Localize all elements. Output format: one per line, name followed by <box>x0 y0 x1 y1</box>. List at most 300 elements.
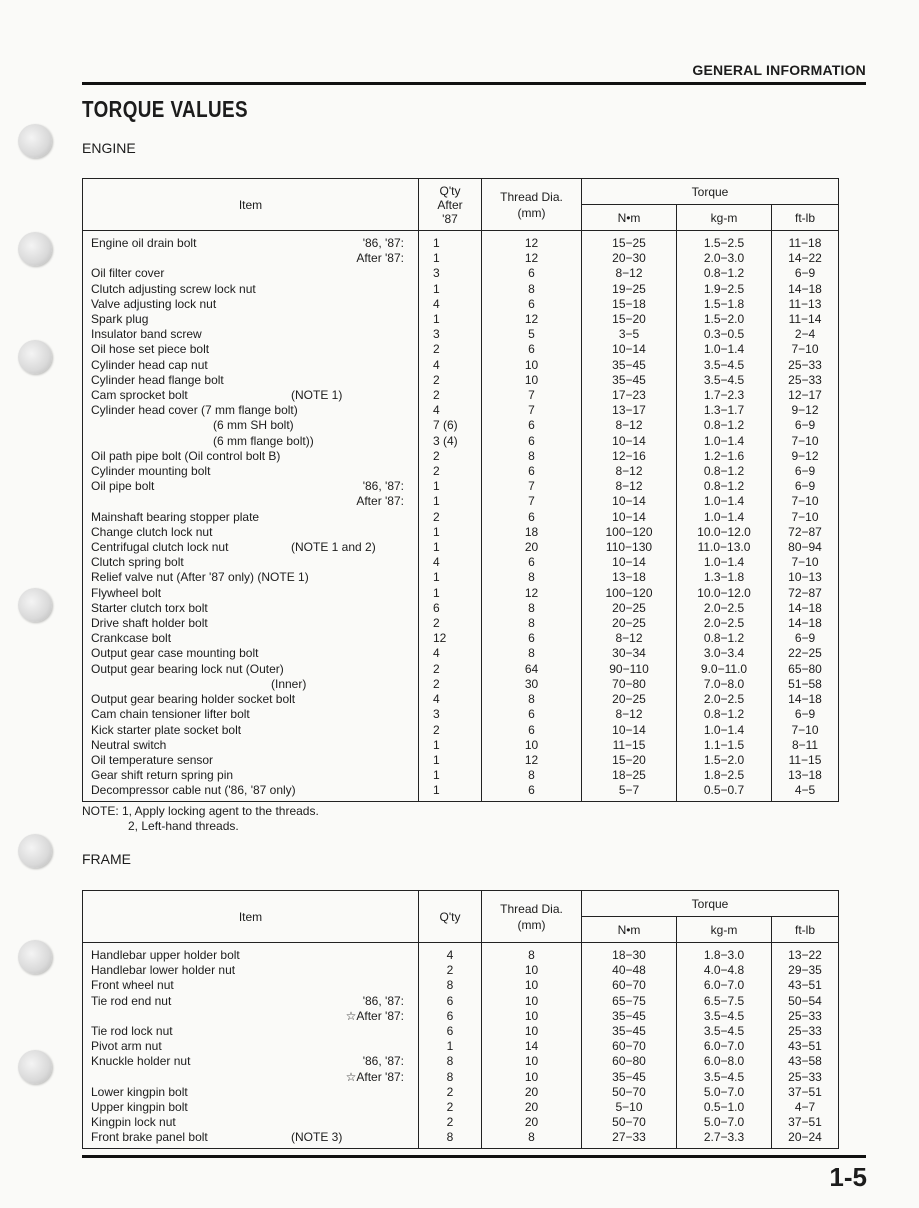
nm-cell: 90−110 <box>582 662 677 677</box>
thread-cell: 12 <box>482 312 582 327</box>
item-name: Front wheel nut <box>91 978 174 993</box>
kgm-cell: 10.0−12.0 <box>677 525 772 540</box>
kgm-cell: 0.8−1.2 <box>677 479 772 494</box>
qty-cell: 4 <box>419 555 482 570</box>
kgm-cell: 3.5−4.5 <box>677 1070 772 1085</box>
item-name: Oil hose set piece bolt <box>91 342 210 357</box>
item-name: Mainshaft bearing stopper plate <box>91 509 260 524</box>
item-cell <box>83 525 419 540</box>
item-cell <box>83 943 419 964</box>
thread-cell: 8 <box>482 646 582 661</box>
item-spec: After '87: <box>356 494 404 509</box>
binder-hole <box>18 124 52 158</box>
nm-cell: 35−45 <box>582 358 677 373</box>
thread-cell: 8 <box>482 601 582 616</box>
item-name: Clutch spring bolt <box>91 555 184 570</box>
qty-cell: 2 <box>419 449 482 464</box>
item-cell <box>83 1054 419 1069</box>
item-cell <box>83 373 419 388</box>
table-row <box>83 327 839 342</box>
thread-cell: 18 <box>482 525 582 540</box>
col-item-header: Item <box>83 179 419 231</box>
item-spec: (NOTE 1 and 2) <box>291 540 376 555</box>
ftlb-cell: 43−58 <box>772 1054 839 1069</box>
qty-cell: 1 <box>419 738 482 753</box>
nm-cell: 30−34 <box>582 646 677 661</box>
engine-label: ENGINE <box>82 140 136 156</box>
item-cell <box>83 662 419 677</box>
kgm-cell: 0.8−1.2 <box>677 266 772 281</box>
thread-cell: 12 <box>482 231 582 252</box>
item-cell <box>83 768 419 783</box>
thread-cell: 10 <box>482 738 582 753</box>
qty-cell: 1 <box>419 312 482 327</box>
item-cell <box>83 1115 419 1130</box>
ftlb-cell: 29−35 <box>772 963 839 978</box>
thread-cell: 8 <box>482 943 582 964</box>
ftlb-cell: 9−12 <box>772 403 839 418</box>
kgm-cell: 1.5−2.0 <box>677 312 772 327</box>
thread-cell: 12 <box>482 586 582 601</box>
thread-cell: 6 <box>482 631 582 646</box>
item-cell <box>83 631 419 646</box>
item-name: Engine oil drain bolt <box>91 236 197 250</box>
thread-cell: 20 <box>482 540 582 555</box>
item-name: Knuckle holder nut <box>91 1054 191 1069</box>
qty-cell: 6 <box>419 1024 482 1039</box>
ftlb-cell: 25−33 <box>772 358 839 373</box>
item-name: Spark plug <box>91 312 149 327</box>
thread-cell: 10 <box>482 358 582 373</box>
kgm-cell: 6.0−7.0 <box>677 978 772 993</box>
item-name: Change clutch lock nut <box>91 524 213 539</box>
qty-cell: 8 <box>419 1070 482 1085</box>
kgm-cell: 2.0−2.5 <box>677 616 772 631</box>
kgm-cell: 0.3−0.5 <box>677 327 772 342</box>
qty-cell: 1 <box>419 753 482 768</box>
qty-cell: 3 <box>419 327 482 342</box>
kgm-cell: 1.9−2.5 <box>677 282 772 297</box>
table-row <box>83 510 839 525</box>
ftlb-cell: 4−5 <box>772 783 839 801</box>
qty-header-line: Q'ty <box>439 183 461 198</box>
binder-hole <box>18 1050 52 1084</box>
item-name: Neutral switch <box>91 737 167 752</box>
ftlb-cell: 6−9 <box>772 266 839 281</box>
thread-cell: 7 <box>482 403 582 418</box>
item-cell <box>83 616 419 631</box>
thread-cell: 7 <box>482 494 582 509</box>
item-name: Tie rod end nut <box>91 993 172 1008</box>
qty-cell: 3 (4) <box>419 434 482 449</box>
thread-cell: 30 <box>482 677 582 692</box>
table-row <box>83 464 839 479</box>
nm-cell: 15−20 <box>582 753 677 768</box>
table-row <box>83 342 839 357</box>
item-cell <box>83 707 419 722</box>
item-name: Lower kingpin bolt <box>91 1084 188 1099</box>
ftlb-cell: 12−17 <box>772 388 839 403</box>
nm-cell: 19−25 <box>582 282 677 297</box>
nm-cell: 60−70 <box>582 1039 677 1054</box>
nm-cell: 10−14 <box>582 434 677 449</box>
item-spec: '86, '87: <box>362 479 404 494</box>
thread-cell: 7 <box>482 388 582 403</box>
table-row <box>83 753 839 768</box>
nm-cell: 20−25 <box>582 692 677 707</box>
item-cell <box>83 342 419 357</box>
thread-cell: 6 <box>482 783 582 801</box>
item-cell <box>83 494 419 509</box>
nm-cell: 100−120 <box>582 525 677 540</box>
qty-cell: 12 <box>419 631 482 646</box>
nm-cell: 20−25 <box>582 616 677 631</box>
table-row <box>83 1085 839 1100</box>
kgm-cell: 0.8−1.2 <box>677 464 772 479</box>
table-row <box>83 494 839 509</box>
item-name: Handlebar upper holder bolt <box>91 948 240 962</box>
kgm-cell: 1.5−2.0 <box>677 753 772 768</box>
item-cell <box>83 692 419 707</box>
binder-hole <box>18 232 52 266</box>
nm-cell: 8−12 <box>582 707 677 722</box>
ftlb-cell: 11−18 <box>772 231 839 252</box>
kgm-cell: 1.8−3.0 <box>677 943 772 964</box>
nm-cell: 10−14 <box>582 342 677 357</box>
qty-cell: 8 <box>419 1130 482 1148</box>
table-row <box>83 601 839 616</box>
qty-cell: 1 <box>419 570 482 585</box>
item-name: Decompressor cable nut ('86, '87 only) <box>91 783 296 798</box>
nm-cell: 15−20 <box>582 312 677 327</box>
item-cell <box>83 1024 419 1039</box>
kgm-cell: 0.5−1.0 <box>677 1100 772 1115</box>
table-row <box>83 1009 839 1024</box>
qty-cell: 8 <box>419 978 482 993</box>
ftlb-cell: 80−94 <box>772 540 839 555</box>
nm-cell: 65−75 <box>582 994 677 1009</box>
item-name: Handlebar lower holder nut <box>91 963 236 978</box>
qty-cell: 2 <box>419 723 482 738</box>
item-name: Upper kingpin bolt <box>91 1100 188 1115</box>
thread-cell: 6 <box>482 342 582 357</box>
kgm-cell: 3.5−4.5 <box>677 1009 772 1024</box>
item-cell <box>83 646 419 661</box>
table-row <box>83 768 839 783</box>
thread-cell: 64 <box>482 662 582 677</box>
table-row <box>83 479 839 494</box>
kgm-cell: 3.0−3.4 <box>677 646 772 661</box>
ftlb-cell: 11−14 <box>772 312 839 327</box>
ftlb-cell: 14−18 <box>772 282 839 297</box>
ftlb-cell: 6−9 <box>772 464 839 479</box>
note-line: NOTE: 1, Apply locking agent to the threads. <box>82 804 319 818</box>
ftlb-cell: 13−18 <box>772 768 839 783</box>
thread-cell: 6 <box>482 434 582 449</box>
thread-header-line: Thread Dia. <box>500 189 563 204</box>
item-cell <box>83 449 419 464</box>
item-name: Kingpin lock nut <box>91 1115 176 1130</box>
ftlb-cell: 25−33 <box>772 373 839 388</box>
qty-cell: 1 <box>419 231 482 252</box>
qty-cell: 7 (6) <box>419 418 482 433</box>
kgm-cell: 6.5−7.5 <box>677 994 772 1009</box>
nm-cell: 40−48 <box>582 963 677 978</box>
ftlb-cell: 7−10 <box>772 494 839 509</box>
header-rule <box>82 82 866 85</box>
kgm-cell: 7.0−8.0 <box>677 677 772 692</box>
ftlb-cell: 6−9 <box>772 631 839 646</box>
item-spec: After '87: <box>356 251 404 266</box>
nm-cell: 8−12 <box>582 479 677 494</box>
item-cell <box>83 586 419 601</box>
item-name: Pivot arm nut <box>91 1039 162 1054</box>
table-row <box>83 1130 839 1148</box>
qty-cell: 1 <box>419 479 482 494</box>
table-row <box>83 282 839 297</box>
item-cell <box>83 282 419 297</box>
nm-cell: 18−25 <box>582 768 677 783</box>
item-cell <box>83 388 419 403</box>
item-cell <box>83 358 419 373</box>
table-row <box>83 1039 839 1054</box>
nm-cell: 100−120 <box>582 586 677 601</box>
col-thread-header <box>482 179 582 231</box>
item-cell <box>83 231 419 252</box>
table-row <box>83 525 839 540</box>
thread-cell: 6 <box>482 723 582 738</box>
qty-cell: 4 <box>419 943 482 964</box>
nm-cell: 10−14 <box>582 555 677 570</box>
thread-cell: 6 <box>482 266 582 281</box>
item-spec: ☆After '87: <box>345 1069 404 1084</box>
table-row <box>83 631 839 646</box>
item-cell <box>83 312 419 327</box>
kgm-cell: 10.0−12.0 <box>677 586 772 601</box>
item-spec: '86, '87: <box>362 236 404 250</box>
qty-cell: 1 <box>419 783 482 801</box>
kgm-cell: 5.0−7.0 <box>677 1115 772 1130</box>
table-row <box>83 540 839 555</box>
item-name: Drive shaft holder bolt <box>91 616 208 631</box>
thread-cell: 10 <box>482 1054 582 1069</box>
thread-cell: 12 <box>482 251 582 266</box>
table-row <box>83 616 839 631</box>
table-row <box>83 978 839 993</box>
qty-header-line: '87 <box>442 211 458 226</box>
item-name: Cylinder mounting bolt <box>91 464 211 479</box>
qty-cell: 4 <box>419 692 482 707</box>
nm-cell: 15−18 <box>582 297 677 312</box>
item-cell <box>83 251 419 266</box>
item-name: Cam chain tensioner lifter bolt <box>91 707 250 722</box>
kgm-cell: 2.0−2.5 <box>677 601 772 616</box>
nm-cell: 35−45 <box>582 373 677 388</box>
nm-cell: 60−80 <box>582 1054 677 1069</box>
item-spec: (NOTE 1) <box>291 388 343 403</box>
item-cell <box>83 994 419 1009</box>
thread-cell: 14 <box>482 1039 582 1054</box>
ftlb-cell: 11−15 <box>772 753 839 768</box>
nm-cell: 13−18 <box>582 570 677 585</box>
table-row <box>83 1070 839 1085</box>
ftlb-cell: 14−18 <box>772 692 839 707</box>
page-title: TORQUE VALUES <box>82 96 249 122</box>
item-cell <box>83 464 419 479</box>
binder-hole <box>18 340 52 374</box>
thread-cell: 10 <box>482 1024 582 1039</box>
table-row <box>83 312 839 327</box>
engine-notes <box>82 804 319 834</box>
qty-cell: 1 <box>419 540 482 555</box>
ftlb-cell: 51−58 <box>772 677 839 692</box>
qty-cell: 2 <box>419 464 482 479</box>
thread-header-line: Thread Dia. <box>500 901 563 916</box>
item-cell <box>83 510 419 525</box>
ftlb-cell: 37−51 <box>772 1085 839 1100</box>
thread-cell: 20 <box>482 1100 582 1115</box>
nm-cell: 10−14 <box>582 723 677 738</box>
col-torque-header: Torque <box>582 179 839 205</box>
thread-cell: 8 <box>482 449 582 464</box>
ftlb-cell: 2−4 <box>772 327 839 342</box>
kgm-cell: 6.0−7.0 <box>677 1039 772 1054</box>
kgm-cell: 0.8−1.2 <box>677 631 772 646</box>
qty-cell: 3 <box>419 266 482 281</box>
ftlb-cell: 7−10 <box>772 555 839 570</box>
table-row <box>83 1024 839 1039</box>
item-cell <box>83 978 419 993</box>
ftlb-cell: 13−22 <box>772 943 839 964</box>
table-row <box>83 646 839 661</box>
nm-cell: 20−30 <box>582 251 677 266</box>
thread-cell: 10 <box>482 373 582 388</box>
item-cell <box>83 738 419 753</box>
qty-cell: 2 <box>419 963 482 978</box>
kgm-cell: 1.0−1.4 <box>677 510 772 525</box>
ftlb-cell: 14−18 <box>772 616 839 631</box>
kgm-cell: 1.5−2.5 <box>677 231 772 252</box>
col-ftlb-header: ft-lb <box>772 917 839 943</box>
col-nm-header: N•m <box>582 205 677 231</box>
thread-cell: 6 <box>482 707 582 722</box>
item-name: Flywheel bolt <box>91 585 162 600</box>
nm-cell: 70−80 <box>582 677 677 692</box>
ftlb-cell: 11−13 <box>772 297 839 312</box>
item-name: Front brake panel bolt <box>91 1130 208 1145</box>
item-name: Starter clutch torx bolt <box>91 600 208 615</box>
nm-cell: 17−23 <box>582 388 677 403</box>
thread-cell: 10 <box>482 994 582 1009</box>
ftlb-cell: 72−87 <box>772 525 839 540</box>
kgm-cell: 1.0−1.4 <box>677 555 772 570</box>
qty-cell: 4 <box>419 358 482 373</box>
nm-cell: 5−10 <box>582 1100 677 1115</box>
thread-cell: 7 <box>482 479 582 494</box>
item-name: Centrifugal clutch lock nut <box>91 540 229 555</box>
thread-cell: 6 <box>482 464 582 479</box>
item-name: Cylinder head cover (7 mm flange bolt) <box>91 403 298 418</box>
kgm-cell: 1.0−1.4 <box>677 434 772 449</box>
item-cell <box>83 723 419 738</box>
ftlb-cell: 25−33 <box>772 1024 839 1039</box>
nm-cell: 35−45 <box>582 1070 677 1085</box>
ftlb-cell: 4−7 <box>772 1100 839 1115</box>
qty-cell: 6 <box>419 1009 482 1024</box>
col-kgm-header: kg-m <box>677 205 772 231</box>
kgm-cell: 3.5−4.5 <box>677 373 772 388</box>
kgm-cell: 0.5−0.7 <box>677 783 772 801</box>
nm-cell: 35−45 <box>582 1009 677 1024</box>
table-row <box>83 1115 839 1130</box>
thread-cell: 8 <box>482 282 582 297</box>
thread-cell: 5 <box>482 327 582 342</box>
thread-cell: 8 <box>482 1130 582 1148</box>
table-row <box>83 570 839 585</box>
item-name: Cylinder head flange bolt <box>91 372 224 387</box>
item-name: Kick starter plate socket bolt <box>91 722 242 737</box>
page-number: 1-5 <box>829 1162 867 1192</box>
item-cell <box>83 418 419 433</box>
kgm-cell: 1.2−1.6 <box>677 449 772 464</box>
item-name: Oil temperature sensor <box>91 752 214 767</box>
table-row <box>83 266 839 281</box>
thread-cell: 6 <box>482 418 582 433</box>
ftlb-cell: 25−33 <box>772 1070 839 1085</box>
nm-cell: 20−25 <box>582 601 677 616</box>
ftlb-cell: 7−10 <box>772 434 839 449</box>
nm-cell: 50−70 <box>582 1085 677 1100</box>
qty-cell: 1 <box>419 282 482 297</box>
thread-cell: 20 <box>482 1115 582 1130</box>
nm-cell: 60−70 <box>582 978 677 993</box>
qty-cell: 1 <box>419 768 482 783</box>
item-spec: (NOTE 3) <box>291 1130 343 1145</box>
item-cell <box>83 963 419 978</box>
kgm-cell: 1.1−1.5 <box>677 738 772 753</box>
item-name: Tie rod lock nut <box>91 1024 173 1039</box>
qty-cell: 2 <box>419 677 482 692</box>
item-name: Oil path pipe bolt (Oil control bolt B) <box>91 448 281 463</box>
kgm-cell: 5.0−7.0 <box>677 1085 772 1100</box>
ftlb-cell: 9−12 <box>772 449 839 464</box>
col-nm-header: N•m <box>582 917 677 943</box>
nm-cell: 13−17 <box>582 403 677 418</box>
qty-cell: 1 <box>419 586 482 601</box>
item-cell <box>83 1039 419 1054</box>
qty-cell: 2 <box>419 373 482 388</box>
item-name: Cylinder head cap nut <box>91 357 208 372</box>
section-header: GENERAL INFORMATION <box>692 62 866 78</box>
qty-cell: 4 <box>419 297 482 312</box>
table-row <box>83 662 839 677</box>
ftlb-cell: 72−87 <box>772 586 839 601</box>
item-cell <box>83 753 419 768</box>
thread-cell: 20 <box>482 1085 582 1100</box>
nm-cell: 8−12 <box>582 464 677 479</box>
col-item-header: Item <box>83 891 419 943</box>
nm-cell: 15−25 <box>582 231 677 252</box>
kgm-cell: 9.0−11.0 <box>677 662 772 677</box>
item-name: Oil pipe bolt <box>91 479 155 494</box>
nm-cell: 10−14 <box>582 510 677 525</box>
kgm-cell: 4.0−4.8 <box>677 963 772 978</box>
table-row <box>83 692 839 707</box>
item-name: (6 mm SH bolt) <box>213 418 294 433</box>
item-cell <box>83 540 419 555</box>
kgm-cell: 1.7−2.3 <box>677 388 772 403</box>
kgm-cell: 2.0−2.5 <box>677 692 772 707</box>
